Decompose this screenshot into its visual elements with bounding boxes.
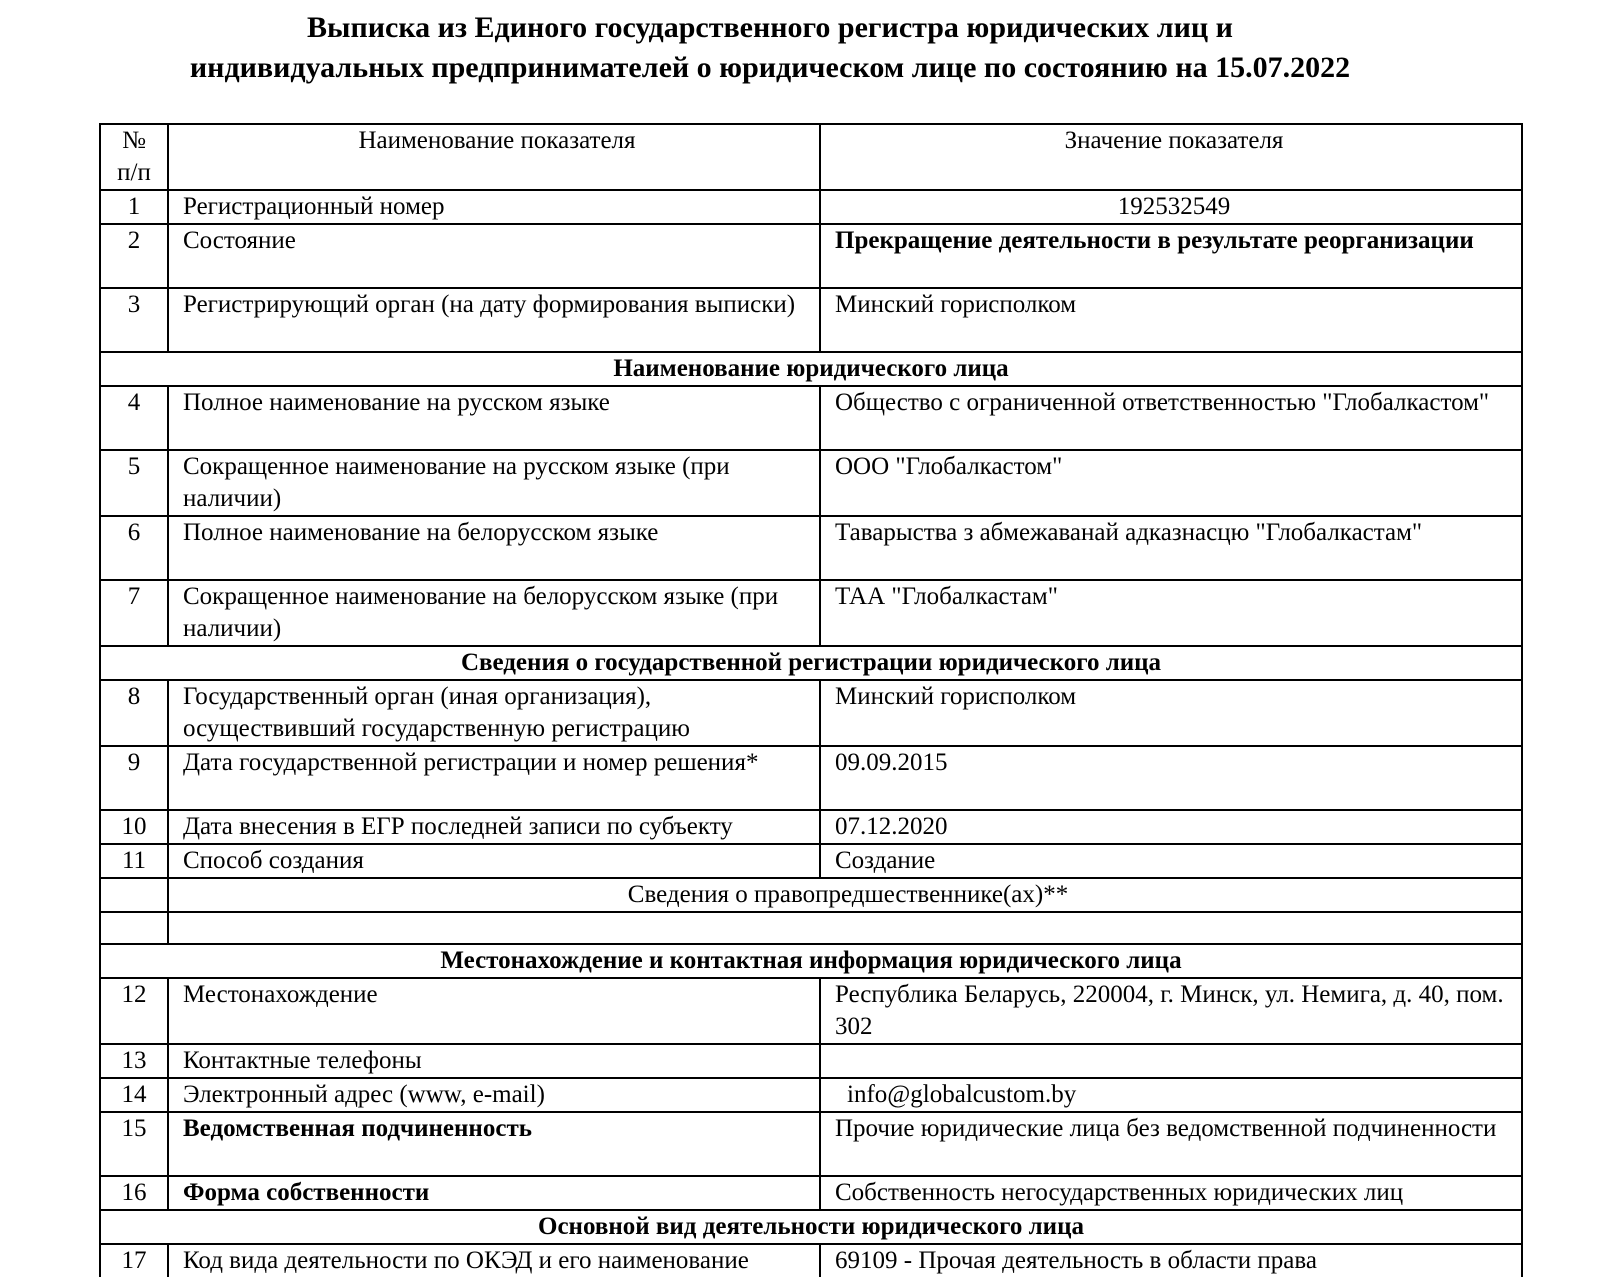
table-row <box>100 516 1522 580</box>
row-number: 5 <box>100 450 168 516</box>
row-value: Республика Беларусь, 220004, г. Минск, ул. Немига, д. 40, пом. 302 <box>820 978 1522 1044</box>
row-number: 4 <box>100 386 168 450</box>
row-label: Дата государственной регистрации и номер решения* <box>168 746 820 810</box>
row-number: 11 <box>100 844 168 878</box>
header-name: Наименование показателя <box>168 124 820 190</box>
predecessors-empty-row <box>100 912 1522 944</box>
row-value: ТАА "Глобалкастам" <box>820 580 1522 646</box>
row-value: 07.12.2020 <box>820 810 1522 844</box>
row-label: Состояние <box>168 224 820 288</box>
row-label: Контактные телефоны <box>168 1044 820 1078</box>
predecessors-header-row <box>100 878 1522 912</box>
table-row <box>100 1112 1522 1176</box>
row-label: Регистрирующий орган (на дату формирования выписки) <box>168 288 820 352</box>
section-location-heading: Местонахождение и контактная информация юридического лица <box>100 944 1522 978</box>
section-header-row <box>100 1210 1522 1244</box>
row-label: Код вида деятельности по ОКЭД и его наименование <box>168 1244 820 1277</box>
row-value: ООО "Глобалкастом" <box>820 450 1522 516</box>
email-value: info@globalcustom.by <box>820 1078 1522 1112</box>
header-num-line-1: № <box>122 127 146 154</box>
table-row <box>100 978 1522 1044</box>
row-value: Собственность негосударственных юридических лиц <box>820 1176 1522 1210</box>
row-number: 13 <box>100 1044 168 1078</box>
row-number: 6 <box>100 516 168 580</box>
header-value: Значение показателя <box>820 124 1522 190</box>
row-number: 1 <box>100 190 168 224</box>
document-title <box>0 8 1540 88</box>
row-label: Местонахождение <box>168 978 820 1044</box>
header-num <box>100 124 168 190</box>
section-header-row <box>100 944 1522 978</box>
table-row <box>100 190 1522 224</box>
row-value <box>820 1044 1522 1078</box>
section-activity-heading: Основной вид деятельности юридического лица <box>100 1210 1522 1244</box>
status-value: Прекращение деятельности в результате реорганизации <box>820 224 1522 288</box>
section-header-row <box>100 352 1522 386</box>
table-row <box>100 1176 1522 1210</box>
section-registration-heading: Сведения о государственной регистрации юридического лица <box>100 646 1522 680</box>
row-number: 8 <box>100 680 168 746</box>
header-num-line-2: п/п <box>117 159 151 186</box>
empty-cell <box>100 878 168 912</box>
row-value: Минский горисполком <box>820 288 1522 352</box>
section-header-row <box>100 646 1522 680</box>
title-line-2: индивидуальных предпринимателей о юридическом лице по состоянию на 15.07.2022 <box>189 51 1351 84</box>
row-number: 15 <box>100 1112 168 1176</box>
empty-cell <box>168 912 1522 944</box>
table-row <box>100 580 1522 646</box>
table-row <box>100 746 1522 810</box>
row-label: Способ создания <box>168 844 820 878</box>
row-label: Дата внесения в ЕГР последней записи по субъекту <box>168 810 820 844</box>
row-label: Сокращенное наименование на белорусском языке (при наличии) <box>168 580 820 646</box>
row-number: 7 <box>100 580 168 646</box>
table-row <box>100 844 1522 878</box>
row-label: Сокращенное наименование на русском языке (при наличии) <box>168 450 820 516</box>
row-number: 12 <box>100 978 168 1044</box>
row-label: Ведомственная подчиненность <box>168 1112 820 1176</box>
row-number: 16 <box>100 1176 168 1210</box>
row-label: Государственный орган (иная организация), осуществивший государственную регистрацию <box>168 680 820 746</box>
row-label: Полное наименование на русском языке <box>168 386 820 450</box>
row-label: Регистрационный номер <box>168 190 820 224</box>
row-value: 09.09.2015 <box>820 746 1522 810</box>
table-row <box>100 1044 1522 1078</box>
row-number: 17 <box>100 1244 168 1277</box>
table-row <box>100 1078 1522 1112</box>
predecessors-heading: Сведения о правопредшественнике(ах)** <box>168 878 1522 912</box>
row-number: 3 <box>100 288 168 352</box>
empty-cell <box>100 912 168 944</box>
table-row <box>100 288 1522 352</box>
row-label: Полное наименование на белорусском языке <box>168 516 820 580</box>
row-number: 14 <box>100 1078 168 1112</box>
table-header-row <box>100 124 1522 190</box>
table-row <box>100 810 1522 844</box>
row-value: Создание <box>820 844 1522 878</box>
table-row <box>100 386 1522 450</box>
registration-number: 192532549 <box>820 190 1522 224</box>
row-value: Таварыства з абмежаванай адказнасцю "Глобалкастам" <box>820 516 1522 580</box>
row-number: 9 <box>100 746 168 810</box>
table-row <box>100 680 1522 746</box>
row-value: 69109 - Прочая деятельность в области права <box>820 1244 1522 1277</box>
row-value: Общество с ограниченной ответственностью "Глобалкастом" <box>820 386 1522 450</box>
row-value: Минский горисполком <box>820 680 1522 746</box>
title-line-1: Выписка из Единого государственного регистра юридических лиц и <box>307 11 1233 44</box>
table-row <box>100 1244 1522 1277</box>
row-label: Форма собственности <box>168 1176 820 1210</box>
table-row <box>100 224 1522 288</box>
table-row <box>100 450 1522 516</box>
row-value: Прочие юридические лица без ведомственной подчиненности <box>820 1112 1522 1176</box>
register-table <box>99 123 1523 1277</box>
row-number: 2 <box>100 224 168 288</box>
row-label: Электронный адрес (www, e-mail) <box>168 1078 820 1112</box>
section-name-heading: Наименование юридического лица <box>100 352 1522 386</box>
row-number: 10 <box>100 810 168 844</box>
